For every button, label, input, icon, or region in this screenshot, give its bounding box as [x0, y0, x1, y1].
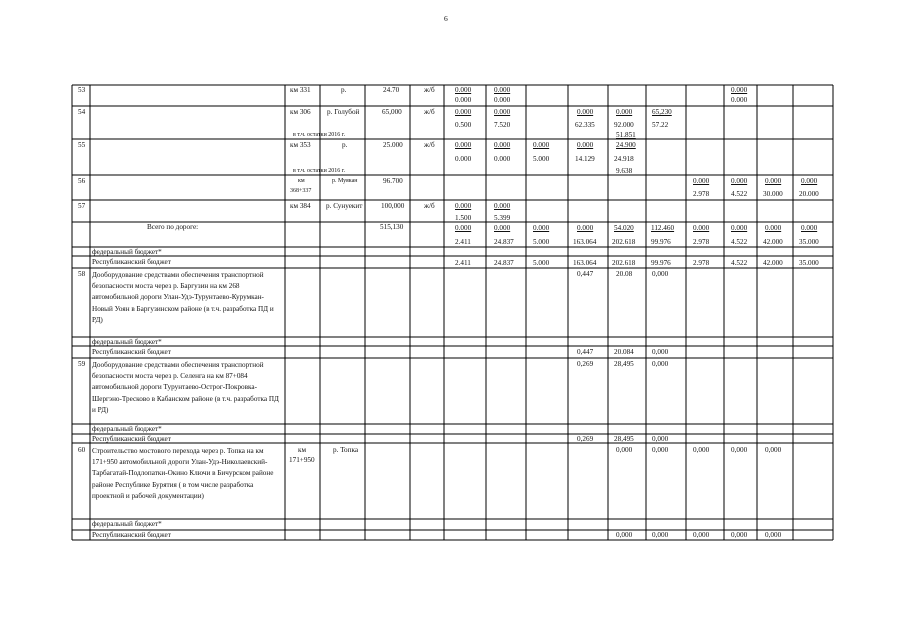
- cell-rep1-e: 163.064: [573, 259, 597, 267]
- cell-rep1-b: 24.837: [494, 259, 514, 267]
- cell-r60-desc: Строительство мостового перехода через р. Топка на км 171+950 автомобильной дороги Улан-Удэ-Николаевский- Тарбагатай-Подлопатки-Окино Ключи в Бичурском районе районе Республике Бурятия ( в том числе разработка проектной и рабочей документации): [92, 447, 274, 500]
- cell-r54-remv: 51.851: [616, 131, 636, 139]
- cell-tot-b1: 0.000: [494, 224, 511, 232]
- cell-tot-len: 515,130: [380, 223, 404, 231]
- cell-r59-f: 28,495: [614, 360, 634, 368]
- cell-rep4-j: 0,000: [765, 531, 782, 539]
- cell-r53-num: 53: [78, 86, 86, 94]
- cell-r55-river: р.: [342, 141, 348, 149]
- cell-r54-g1: 65,230: [652, 108, 672, 116]
- cell-fed3: федеральный бюджет*: [92, 425, 162, 433]
- cell-r57-a1: 0.000: [455, 202, 472, 210]
- cell-r56-i2: 4.522: [731, 190, 748, 198]
- cell-r54-rem: в т.ч. остатки 2016 г.: [293, 132, 346, 138]
- cell-r56-k2: 20.000: [799, 190, 819, 198]
- cell-r54-type: ж/б: [424, 108, 435, 116]
- cell-tot-label: Всего по дороге:: [147, 223, 199, 231]
- cell-r56-km2: 368+337: [290, 188, 312, 194]
- cell-r56-h2: 2.978: [693, 190, 710, 198]
- cell-rep1-f: 202.618: [612, 259, 636, 267]
- cell-r54-a2: 0.500: [455, 121, 472, 129]
- cell-r60-f: 0,000: [616, 446, 633, 454]
- cell-rep4-h: 0,000: [693, 531, 710, 539]
- cell-r57-km: км 384: [290, 202, 311, 210]
- cell-r53-a2: 0.000: [455, 96, 472, 104]
- cell-tot-c1: 0.000: [533, 224, 550, 232]
- cell-tot-f2: 202.618: [612, 238, 636, 246]
- cell-r53-km: км 331: [290, 86, 311, 94]
- cell-rep2-f: 20.084: [614, 348, 634, 356]
- cell-tot-g1: 112.460: [651, 224, 675, 232]
- cell-r56-j1: 0.000: [765, 177, 782, 185]
- cell-r59-g: 0,000: [652, 360, 669, 368]
- cell-tot-k2: 35.000: [799, 238, 819, 246]
- cell-rep4-i: 0,000: [731, 531, 748, 539]
- cell-fed4: федеральный бюджет*: [92, 520, 162, 528]
- cell-r56-i1: 0.000: [731, 177, 748, 185]
- cell-r56-km1: км: [298, 178, 305, 184]
- cell-tot-e1: 0.000: [577, 224, 594, 232]
- cell-r55-len: 25.000: [383, 141, 403, 149]
- cell-tot-j1: 0.000: [765, 224, 782, 232]
- cell-tot-h2: 2.978: [693, 238, 710, 246]
- cell-r56-k1: 0.000: [801, 177, 818, 185]
- cell-tot-a1: 0.000: [455, 224, 472, 232]
- cell-rep1-h: 2.978: [693, 259, 710, 267]
- cell-rep4-g: 0,000: [652, 531, 669, 539]
- cell-rep2: Республиканский бюджет: [92, 348, 171, 356]
- cell-r55-num: 55: [78, 141, 86, 149]
- cell-r58-num: 58: [78, 270, 86, 278]
- cell-fed1: федеральный бюджет*: [92, 248, 162, 256]
- cell-tot-e2: 163.064: [573, 238, 597, 246]
- cell-r57-a2: 1.500: [455, 214, 472, 222]
- cell-tot-a2: 2.411: [455, 238, 471, 246]
- cell-r54-km: км 306: [290, 108, 311, 116]
- cell-rep3-f: 28,495: [614, 435, 634, 443]
- cell-r54-num: 54: [78, 108, 86, 116]
- cell-r53-b1: 0.000: [494, 86, 511, 94]
- cell-r57-len: 100,000: [381, 202, 405, 210]
- cell-r58-desc: Дооборудование средствами обеспечения транспортной безопасности моста через р. Баргузин на км 268 автомобильной дороги Улан-Удэ-Турунтаево-Курумкан-Новый Уоян в Баргузинском районе (в т.ч. разработка ПД и РД): [92, 271, 274, 324]
- cell-r56-j2: 30.000: [763, 190, 783, 198]
- cell-r54-e1: 0.000: [577, 108, 594, 116]
- cell-rep1-c: 5.000: [533, 259, 550, 267]
- cell-r55-c1: 0.000: [533, 141, 550, 149]
- cell-r55-b1: 0.000: [494, 141, 511, 149]
- cell-r56-h1: 0.000: [693, 177, 710, 185]
- cell-r54-len: 65,000: [382, 108, 402, 116]
- cell-r54-b2: 7.520: [494, 121, 511, 129]
- cell-r57-river: р. Сунуекит: [326, 202, 363, 210]
- cell-r55-e2: 14.129: [575, 155, 595, 163]
- cell-r53-b2: 0.000: [494, 96, 511, 104]
- cell-rep2-e: 0,447: [577, 348, 594, 356]
- cell-tot-g2: 99.976: [651, 238, 671, 246]
- cell-rep1-a: 2.411: [455, 259, 471, 267]
- cell-r57-num: 57: [78, 202, 86, 210]
- cell-r59-desc: Дооборудование средствами обеспечения транспортной безопасности моста через р. Селенга на км 87+084 автомобильной дороги Турунтаево-Острог-Покровка-Шергэно-Тресково в Кабанском районе (в т.ч. разработка ПД и РД): [92, 361, 279, 414]
- cell-tot-c2: 5.000: [533, 238, 550, 246]
- cell-r56-river: р. Муякан: [332, 178, 358, 184]
- cell-r55-a2: 0.000: [455, 155, 472, 163]
- cell-rep1: Республиканский бюджет: [92, 258, 171, 266]
- cell-r58-f: 20.08: [616, 270, 633, 278]
- cell-r60-river: р. Топка: [333, 446, 359, 454]
- cell-r54-a1: 0.000: [455, 108, 472, 116]
- cell-r53-a1: 0.000: [455, 86, 472, 94]
- cell-tot-f1: 54.020: [614, 224, 634, 232]
- cell-r56-len: 96.700: [383, 177, 403, 185]
- cell-rep3-g: 0,000: [652, 435, 669, 443]
- cell-tot-i1: 0.000: [731, 224, 748, 232]
- cell-r53-len: 24.70: [383, 86, 400, 94]
- cell-r54-f2: 92.000: [614, 121, 634, 129]
- cell-r55-e1: 0.000: [577, 141, 594, 149]
- cell-tot-j2: 42.000: [763, 238, 783, 246]
- cell-r54-e2: 62.335: [575, 121, 595, 129]
- cell-rep1-i: 4.522: [731, 259, 748, 267]
- cell-r58-g: 0,000: [652, 270, 669, 278]
- cell-r55-rem: в т.ч. остатки 2016 г.: [293, 168, 346, 174]
- cell-rep1-g: 99.976: [651, 259, 671, 267]
- cell-r54-f1: 0.000: [616, 108, 633, 116]
- cell-r53-m2: 0.000: [731, 96, 748, 104]
- cell-r53-river: р.: [341, 86, 347, 94]
- cell-r57-type: ж/б: [424, 202, 435, 210]
- cell-tot-i2: 4.522: [731, 238, 748, 246]
- cell-r53-type: ж/б: [424, 86, 435, 94]
- cell-r54-g2: 57.22: [652, 121, 669, 129]
- cell-r60-i: 0,000: [731, 446, 748, 454]
- cell-r55-f2: 24.918: [614, 155, 634, 163]
- cell-r60-g: 0,000: [652, 446, 669, 454]
- cell-r59-num: 59: [78, 360, 86, 368]
- cell-rep3-e: 0,269: [577, 435, 594, 443]
- cell-tot-k1: 0.000: [801, 224, 818, 232]
- cell-r57-b2: 5.399: [494, 214, 511, 222]
- cell-rep3: Республиканский бюджет: [92, 435, 171, 443]
- cell-r55-km: км 353: [290, 141, 311, 149]
- cell-r60-num: 60: [78, 446, 86, 454]
- cell-r58-e: 0,447: [577, 270, 594, 278]
- cell-rep4-f: 0,000: [616, 531, 633, 539]
- cell-r55-b2: 0.000: [494, 155, 511, 163]
- cell-rep4: Республиканский бюджет: [92, 531, 171, 539]
- cell-rep1-j: 42.000: [763, 259, 783, 267]
- cell-r53-m1: 0.000: [731, 86, 748, 94]
- cell-r60-km1: км: [298, 446, 307, 454]
- cell-r60-j: 0,000: [765, 446, 782, 454]
- cell-r55-type: ж/б: [424, 141, 435, 149]
- cell-rep1-k: 35.000: [799, 259, 819, 267]
- cell-r57-b1: 0.000: [494, 202, 511, 210]
- cell-fed2: федеральный бюджет*: [92, 338, 162, 346]
- cell-r60-km2: 171+950: [289, 456, 315, 464]
- cell-r55-a1: 0.000: [455, 141, 472, 149]
- cell-r55-c2: 5.000: [533, 155, 550, 163]
- cell-r55-f1: 24.900: [616, 141, 636, 149]
- cell-r54-river: р. Голубой: [327, 108, 360, 116]
- cell-r54-b1: 0.000: [494, 108, 511, 116]
- cell-tot-b2: 24.837: [494, 238, 514, 246]
- cell-r56-num: 56: [78, 177, 86, 185]
- cell-tot-h1: 0.000: [693, 224, 710, 232]
- cell-r55-remv: 9.638: [616, 167, 633, 175]
- cell-rep2-g: 0,000: [652, 348, 669, 356]
- cell-r59-e: 0,269: [577, 360, 594, 368]
- page-number: 6: [444, 14, 448, 23]
- cell-r60-h: 0,000: [693, 446, 710, 454]
